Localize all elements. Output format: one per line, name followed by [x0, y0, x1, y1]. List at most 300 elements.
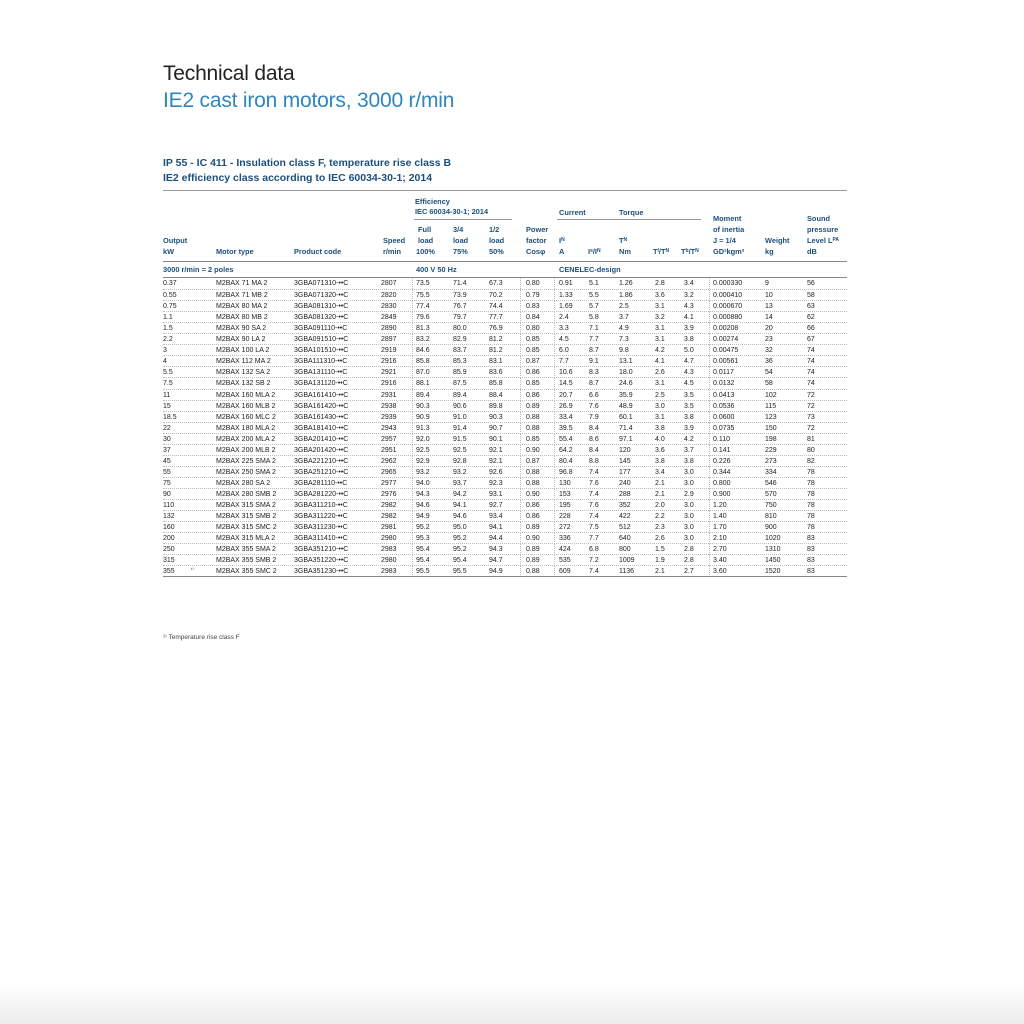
row-tl-tn: 2.1	[655, 490, 665, 498]
row-speed: 2980	[381, 535, 397, 543]
row-weight: 546	[765, 479, 777, 487]
row-torque: 240	[619, 479, 631, 487]
row-speed: 2982	[381, 502, 397, 509]
row-power-factor: 0.90	[526, 535, 540, 543]
row-motor-type: M2BAX 80 MA 2	[216, 303, 268, 311]
row-motor-type: M2BAX 315 SMC 2	[216, 524, 277, 532]
row-inertia: 0.00208	[713, 325, 739, 333]
row-inertia: 0.344	[713, 468, 731, 476]
row-product-code: 3GBA311230-••C	[294, 524, 348, 532]
row-product-code: 3GBA311410-••C	[294, 535, 348, 543]
row-is-in: 7.4	[589, 568, 599, 576]
row-inertia: 1.40	[713, 513, 727, 521]
row-inertia: 2.70	[713, 546, 727, 554]
row-inertia: 0.000880	[713, 314, 743, 322]
row-torque: 1136	[619, 568, 635, 576]
row-sound: 66	[807, 325, 815, 333]
row-current: 3.3	[559, 325, 569, 333]
row-weight: 150	[765, 424, 777, 432]
row-eff-50: 83.6	[489, 369, 503, 377]
row-product-code: 3GBA101510-••C	[294, 347, 349, 355]
row-power-factor: 0.80	[526, 325, 540, 333]
row-current: 55.4	[559, 435, 573, 443]
row-product-code: 3GBA311220-••C	[294, 513, 348, 521]
row-tb-tn: 3.0	[684, 513, 694, 521]
row-current: 20.7	[559, 391, 573, 399]
row-torque: 640	[619, 535, 631, 543]
row-tb-tn: 5.0	[684, 347, 694, 355]
row-eff-100: 89.4	[416, 391, 430, 399]
row-is-in: 7.6	[589, 402, 599, 410]
row-motor-type: M2BAX 160 MLB 2	[216, 402, 276, 410]
row-current: 39.5	[559, 424, 573, 432]
row-weight: 750	[765, 502, 777, 509]
row-eff-50: 94.7	[489, 557, 503, 565]
row-motor-type: M2BAX 225 SMA 2	[216, 457, 276, 465]
spec-line-2: IE2 efficiency class according to IEC 60034-30-1; 2014	[163, 172, 433, 184]
row-is-in: 7.4	[589, 490, 599, 498]
row-motor-type: M2BAX 112 MA 2	[216, 358, 271, 366]
row-motor-type: M2BAX 355 SMB 2	[216, 557, 277, 565]
row-inertia: 1.20	[713, 502, 727, 509]
row-current: 272	[559, 524, 571, 532]
row-power-factor: 0.88	[526, 413, 540, 421]
row-motor-type: M2BAX 180 MLA 2	[216, 424, 276, 432]
row-eff-50: 81.2	[489, 347, 503, 355]
row-output-kw: 110	[163, 502, 175, 509]
row-speed: 2919	[381, 347, 397, 355]
page-bottom-shade	[0, 984, 1024, 1024]
row-tb-tn: 3.0	[684, 502, 694, 509]
row-tl-tn: 2.0	[655, 502, 665, 509]
row-is-in: 8.8	[589, 457, 599, 465]
row-speed: 2916	[381, 358, 397, 366]
row-product-code: 3GBA181410-••C	[294, 424, 349, 432]
row-is-in: 7.6	[589, 502, 599, 509]
header-is-in: $I^s/I^N$	[588, 247, 601, 256]
row-eff-100: 95.5	[416, 568, 430, 576]
row-power-factor: 0.87	[526, 358, 540, 366]
row-power-factor: 0.85	[526, 380, 540, 388]
row-product-code: 3GBA131120-••C	[294, 380, 348, 388]
row-sound: 83	[807, 557, 815, 565]
row-is-in: 6.6	[589, 391, 599, 399]
row-sound: 62	[807, 314, 815, 322]
footnote: ¹⁾ Temperature rise class F	[163, 634, 240, 641]
row-product-code: 3GBA131110-••C	[294, 369, 348, 377]
row-eff-50: 93.1	[489, 490, 503, 498]
header-full: Full	[418, 225, 432, 234]
header-3q-load: load	[453, 236, 469, 245]
row-power-factor: 0.86	[526, 502, 540, 509]
row-tb-tn: 3.0	[684, 468, 694, 476]
row-tb-tn: 2.9	[684, 490, 694, 498]
header-j: J = 1/4	[713, 236, 736, 245]
row-eff-100: 94.0	[416, 479, 430, 487]
header-level: Level $L^{PA}$	[807, 236, 840, 245]
row-tl-tn: 1.5	[655, 546, 665, 554]
row-eff-50: 93.4	[489, 513, 503, 521]
row-tb-tn: 3.8	[684, 336, 694, 344]
row-motor-type: M2BAX 315 SMB 2	[216, 513, 277, 521]
column-divider	[412, 278, 414, 289]
row-sound: 74	[807, 369, 815, 377]
row-inertia: 0.0117	[713, 369, 734, 377]
row-torque: 4.9	[619, 325, 629, 333]
row-tl-tn: 3.1	[655, 336, 665, 344]
row-inertia: 1.70	[713, 524, 727, 532]
row-product-code: 3GBA311210-••C	[294, 502, 348, 509]
row-power-factor: 0.88	[526, 479, 540, 487]
row-eff-50: 89.8	[489, 402, 503, 410]
row-eff-50: 94.9	[489, 568, 503, 576]
row-speed: 2981	[381, 524, 397, 532]
row-is-in: 7.5	[589, 524, 599, 532]
row-inertia: 0.800	[713, 479, 731, 487]
row-weight: 123	[765, 413, 777, 421]
row-current: 1.33	[559, 292, 573, 300]
row-product-code: 3GBA091510-••C	[294, 336, 349, 344]
row-tl-tn: 3.4	[655, 468, 665, 476]
row-output-kw: 2.2	[163, 336, 173, 344]
row-power-factor: 0.90	[526, 490, 540, 498]
row-eff-100: 95.2	[416, 524, 430, 532]
row-current: 130	[559, 479, 571, 487]
row-motor-type: M2BAX 200 MLB 2	[216, 446, 276, 454]
row-torque: 512	[619, 524, 631, 532]
row-eff-100: 88.1	[416, 380, 430, 388]
row-power-factor: 0.79	[526, 292, 540, 300]
row-product-code: 3GBA281110-••C	[294, 479, 348, 487]
row-eff-75: 95.2	[453, 546, 467, 554]
row-motor-type: M2BAX 280 SA 2	[216, 479, 271, 487]
header-full-load: load	[418, 236, 434, 245]
row-speed: 2951	[381, 446, 397, 454]
header-power: Power	[526, 225, 549, 234]
row-torque: 9.8	[619, 347, 629, 355]
row-power-factor: 0.84	[526, 314, 540, 322]
header-tl-tn: $T^l/T^N$	[653, 247, 670, 256]
row-power-factor: 0.86	[526, 513, 540, 521]
row-speed: 2983	[381, 568, 397, 576]
row-weight: 810	[765, 513, 777, 521]
row-sound: 74	[807, 347, 815, 355]
row-weight: 334	[765, 468, 777, 476]
row-eff-100: 94.3	[416, 490, 430, 498]
row-eff-100: 85.8	[416, 358, 430, 366]
row-sound: 78	[807, 490, 815, 498]
row-output-kw: 3	[163, 347, 167, 355]
row-power-factor: 0.90	[526, 446, 540, 454]
row-eff-50: 77.7	[489, 314, 503, 322]
table-top-rule	[163, 190, 847, 191]
row-output-kw: 315	[163, 557, 175, 565]
row-tb-tn: 4.5	[684, 380, 694, 388]
header-motor-type: Motor type	[216, 247, 254, 256]
row-is-in: 8.6	[589, 435, 599, 443]
row-eff-75: 76.7	[453, 303, 467, 311]
row-tl-tn: 2.1	[655, 568, 665, 576]
row-eff-100: 94.9	[416, 513, 430, 521]
row-eff-50: 83.1	[489, 358, 503, 366]
row-eff-100: 75.5	[416, 292, 430, 300]
header-efficiency-std: IEC 60034-30-1; 2014	[415, 207, 489, 216]
row-power-factor: 0.86	[526, 391, 540, 399]
row-eff-75: 93.7	[453, 479, 467, 487]
row-tl-tn: 3.1	[655, 413, 665, 421]
row-sound: 74	[807, 380, 815, 388]
row-motor-type: M2BAX 355 SMC 2	[216, 568, 277, 576]
row-motor-type: M2BAX 315 MLA 2	[216, 535, 276, 543]
header-product-code: Product code	[294, 247, 342, 256]
row-current: 96.8	[559, 468, 573, 476]
row-tl-tn: 3.8	[655, 424, 665, 432]
header-efficiency: Efficiency	[415, 197, 450, 206]
group-label: 3000 r/min = 2 poles	[163, 265, 234, 274]
row-weight: 13	[765, 303, 773, 311]
row-inertia: 0.0735	[713, 424, 735, 432]
row-eff-50: 74.4	[489, 303, 503, 311]
row-product-code: 3GBA351210-••C	[294, 546, 349, 554]
row-output-kw: 5.5	[163, 369, 173, 377]
row-sound: 81	[807, 435, 815, 443]
row-product-code: 3GBA201420-••C	[294, 446, 349, 454]
row-speed: 2807	[381, 280, 397, 287]
row-motor-type: M2BAX 90 LA 2	[216, 336, 266, 344]
header-moment: Moment	[713, 214, 742, 223]
row-output-kw: 132	[163, 513, 175, 521]
row-eff-75: 95.0	[453, 524, 467, 532]
row-weight: 1310	[765, 546, 781, 554]
efficiency-rule	[414, 219, 512, 220]
row-sound: 63	[807, 303, 815, 311]
row-eff-75: 89.4	[453, 391, 467, 399]
row-is-in: 5.7	[589, 303, 599, 311]
row-torque: 177	[619, 468, 631, 476]
row-tl-tn: 3.1	[655, 380, 665, 388]
row-current: 424	[559, 546, 571, 554]
row-sound: 83	[807, 535, 815, 543]
row-eff-75: 94.1	[453, 502, 467, 509]
header-torque: Torque	[619, 208, 644, 217]
row-current: 1.69	[559, 303, 573, 311]
row-tb-tn: 3.0	[684, 479, 694, 487]
row-sound: 73	[807, 413, 815, 421]
row-weight: 9	[765, 280, 769, 287]
row-output-kw: 250	[163, 546, 175, 554]
row-power-factor: 0.88	[526, 424, 540, 432]
row-speed: 2980	[381, 557, 397, 565]
row-tl-tn: 3.0	[655, 402, 665, 410]
row-product-code: 3GBA351230-••C	[294, 568, 349, 576]
current-torque-rule	[557, 219, 701, 220]
row-torque: 288	[619, 490, 631, 498]
row-inertia: 0.0600	[713, 413, 735, 421]
row-weight: 229	[765, 446, 777, 454]
row-eff-100: 79.6	[416, 314, 430, 322]
row-motor-type: M2BAX 355 SMA 2	[216, 546, 276, 554]
row-inertia: 0.141	[713, 446, 731, 454]
row-tl-tn: 2.5	[655, 391, 665, 399]
row-weight: 900	[765, 524, 777, 532]
row-eff-100: 93.2	[416, 468, 430, 476]
row-power-factor: 0.88	[526, 468, 540, 476]
row-output-kw: 90	[163, 490, 171, 498]
row-tl-tn: 3.2	[655, 314, 665, 322]
row-eff-75: 94.2	[453, 490, 467, 498]
row-power-factor: 0.87	[526, 457, 540, 465]
row-product-code: 3GBA111310-••C	[294, 358, 348, 366]
row-speed: 2931	[381, 391, 397, 399]
row-inertia: 0.000330	[713, 280, 743, 287]
row-is-in: 5.5	[589, 292, 599, 300]
row-tl-tn: 2.6	[655, 369, 665, 377]
header-weight: Weight	[765, 236, 790, 245]
row-torque: 60.1	[619, 413, 633, 421]
row-speed: 2977	[381, 479, 397, 487]
row-sound: 83	[807, 568, 815, 576]
row-current: 535	[559, 557, 571, 565]
row-tl-tn: 2.6	[655, 535, 665, 543]
row-motor-type: M2BAX 250 SMA 2	[216, 468, 276, 476]
row-is-in: 6.8	[589, 546, 599, 554]
row-motor-type: M2BAX 132 SB 2	[216, 380, 271, 388]
row-power-factor: 0.85	[526, 336, 540, 344]
row-output-kw: 160	[163, 524, 175, 532]
row-inertia: 0.00274	[713, 336, 739, 344]
row-tb-tn: 3.5	[684, 402, 694, 410]
row-weight: 20	[765, 325, 773, 333]
row-product-code: 3GBA161410-••C	[294, 391, 349, 399]
row-eff-75: 93.2	[453, 468, 467, 476]
row-eff-50: 92.1	[489, 446, 503, 454]
row-torque: 13.1	[619, 358, 633, 366]
row-weight: 102	[765, 391, 777, 399]
row-torque: 2.5	[619, 303, 629, 311]
row-eff-75: 92.5	[453, 446, 467, 454]
row-eff-100: 90.3	[416, 402, 430, 410]
row-power-factor: 0.89	[526, 402, 540, 410]
header-tn: $T^N$	[619, 236, 628, 245]
header-of-inertia: of inertia	[713, 225, 745, 234]
row-eff-100: 94.6	[416, 502, 430, 509]
row-eff-75: 92.8	[453, 457, 467, 465]
row-eff-100: 90.9	[416, 413, 430, 421]
row-eff-50: 92.3	[489, 479, 503, 487]
row-output-kw: 200	[163, 535, 175, 543]
row-current: 609	[559, 568, 571, 576]
row-weight: 1020	[765, 535, 781, 543]
header-3q-pct: 75%	[453, 247, 468, 256]
row-inertia: 2.10	[713, 535, 727, 543]
header-tb-tn: $T^b/T^N$	[681, 247, 699, 256]
row-output-kw: 1.1	[163, 314, 173, 322]
row-tl-tn: 3.6	[655, 446, 665, 454]
row-weight: 54	[765, 369, 773, 377]
row-product-code: 3GBA091110-••C	[294, 325, 348, 333]
row-tb-tn: 3.9	[684, 325, 694, 333]
header-db: dB	[807, 247, 817, 256]
row-eff-100: 84.6	[416, 347, 430, 355]
row-eff-50: 90.7	[489, 424, 503, 432]
row-output-kw: 0.37	[163, 280, 177, 287]
row-output-kw: 15	[163, 402, 171, 410]
row-is-in: 7.4	[589, 513, 599, 521]
row-current: 228	[559, 513, 571, 521]
table-bottom-rule	[163, 576, 847, 577]
row-tb-tn: 3.5	[684, 391, 694, 399]
row-product-code: 3GBA281220-••C	[294, 490, 349, 498]
row-speed: 2965	[381, 468, 397, 476]
row-output-kw: 55	[163, 468, 171, 476]
row-speed: 2976	[381, 490, 397, 498]
row-tb-tn: 3.0	[684, 524, 694, 532]
row-speed: 2849	[381, 314, 397, 322]
row-motor-type: M2BAX 90 SA 2	[216, 325, 267, 333]
row-sound: 72	[807, 391, 815, 399]
row-eff-75: 91.0	[453, 413, 467, 421]
row-output-kw: 0.55	[163, 292, 177, 300]
row-sound: 78	[807, 502, 815, 509]
row-weight: 58	[765, 380, 773, 388]
row-eff-100: 95.4	[416, 557, 430, 565]
row-current: 33.4	[559, 413, 573, 421]
header-full-pct: 100%	[416, 247, 435, 256]
row-output-kw: 30	[163, 435, 171, 443]
row-weight: 36	[765, 358, 773, 366]
header-cos: Cosφ	[526, 247, 546, 256]
row-is-in: 7.6	[589, 479, 599, 487]
row-eff-50: 85.8	[489, 380, 503, 388]
row-torque: 48.9	[619, 402, 633, 410]
spec-line-1: IP 55 - IC 411 - Insulation class F, temperature rise class B	[163, 157, 452, 169]
row-output-kw: 45	[163, 457, 171, 465]
row-power-factor: 0.89	[526, 557, 540, 565]
row-tb-tn: 4.1	[684, 314, 694, 322]
row-torque: 1.26	[619, 280, 633, 287]
row-power-factor: 0.80	[526, 280, 540, 287]
group-cenelec: CENELEC-design	[559, 265, 621, 274]
row-current: 10.6	[559, 369, 573, 377]
row-eff-75: 95.2	[453, 535, 467, 543]
row-current: 153	[559, 490, 571, 498]
row-sound: 67	[807, 336, 815, 344]
row-tb-tn: 4.3	[684, 369, 694, 377]
row-power-factor: 0.86	[526, 369, 540, 377]
row-current: 26.9	[559, 402, 573, 410]
row-sound: 72	[807, 424, 815, 432]
row-speed: 2943	[381, 424, 397, 432]
header-3q: 3/4	[453, 225, 464, 234]
row-tl-tn: 2.8	[655, 280, 665, 287]
row-eff-50: 90.1	[489, 435, 503, 443]
row-inertia: 3.40	[713, 557, 727, 565]
row-current: 7.7	[559, 358, 569, 366]
row-sound: 83	[807, 546, 815, 554]
row-sound: 58	[807, 292, 815, 300]
row-torque: 1.86	[619, 292, 633, 300]
row-sound: 78	[807, 524, 815, 532]
row-motor-type: M2BAX 71 MA 2	[216, 280, 268, 287]
row-eff-100: 95.4	[416, 546, 430, 554]
row-output-kw: 11	[163, 391, 171, 399]
column-divider	[520, 278, 522, 289]
row-is-in: 9.1	[589, 358, 599, 366]
row-speed: 2897	[381, 336, 397, 344]
row-tb-tn: 3.8	[684, 413, 694, 421]
row-is-in: 7.1	[589, 325, 599, 333]
row-tl-tn: 1.9	[655, 557, 665, 565]
